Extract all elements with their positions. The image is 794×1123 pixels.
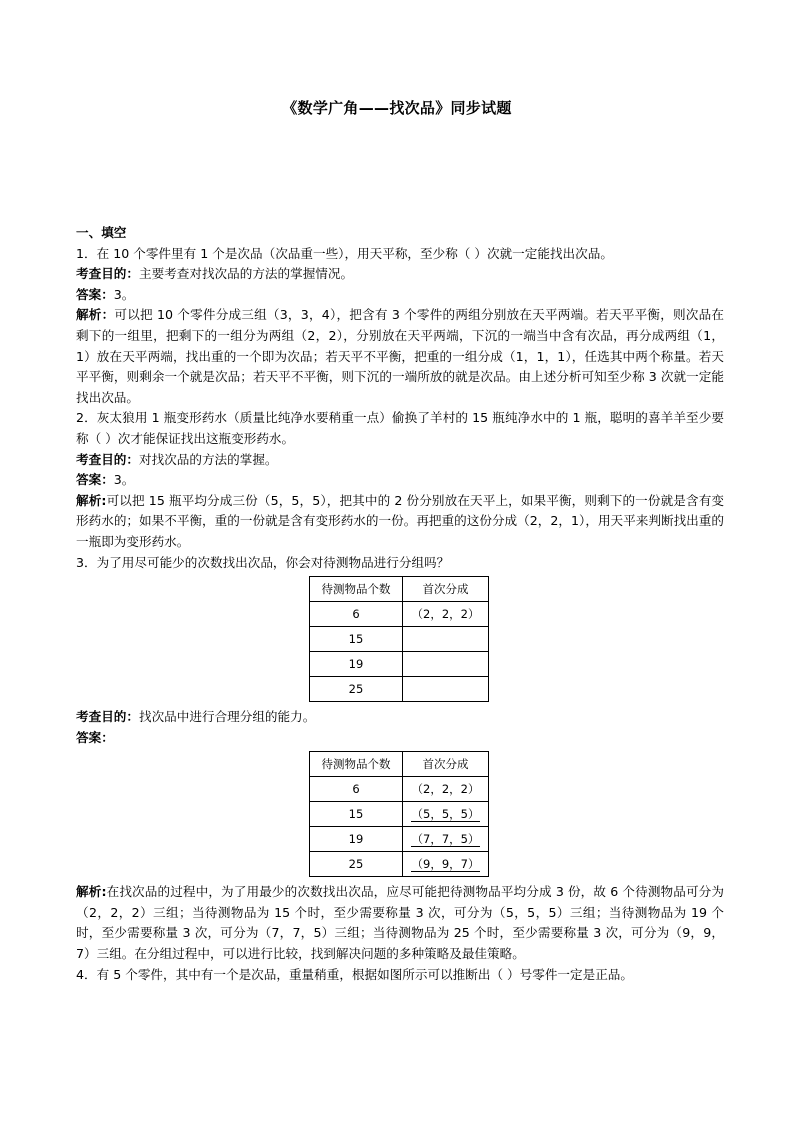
table-cell-count: 19 [310, 827, 403, 852]
analysis-label: 解析 [76, 884, 102, 900]
q2-answer-text: 3。 [113, 472, 135, 488]
table-row [310, 602, 489, 627]
q1-purpose: 考查目的：主要考查对找次品的方法的掌握情况。 [76, 266, 354, 282]
q3-analysis: 解析:在找次品的过程中，为了用最少的次数找出次品，应尽可能把待测物品平均分成 3 份，故 6 个待测物品可分为（2，2，2）三组；当待测物品为 15 个时，至少需要称量 3 次，可分为（5，5，5）三组；当待测物品为 19 个时，至少需要称量 3 次，可分为（7，7，5）三组；当待测物品为 25 个时，至少需要称量 3 次，可分为（9，9，7）三组。在分组过程中，可以进行比较，找到解决问题的多种策略及最佳策略。 [76, 884, 724, 962]
answer-label: 答案 [76, 286, 102, 302]
q2-question: 2．灰太狼用 1 瓶变形药水（质量比纯净水要稍重一点）偷换了羊村的 15 瓶纯净水中的 1 瓶，聪明的喜羊羊至少要称（ ）次才能保证找出这瓶变形药水。 [76, 410, 724, 446]
q3-purpose-text: 找次品中进行合理分组的能力。 [138, 709, 316, 725]
q1-purpose-text: 主要考查对找次品的方法的掌握情况。 [138, 266, 354, 282]
table-cell-count: 6 [310, 777, 403, 802]
q1-answer-text: 3。 [113, 286, 135, 302]
table-row [310, 827, 489, 852]
document-title: 《数学广角——找次品》同步试题 [282, 99, 512, 117]
table-cell-split: （2，2，2） [403, 602, 489, 627]
document-body [76, 223, 724, 985]
table-cell-count: 19 [310, 652, 403, 677]
purpose-label: 考查目的 [76, 709, 127, 725]
table-header-row [310, 577, 489, 602]
q1-analysis: 解析：可以把 10 个零件分成三组（3，3，4），把含有 3 个零件的两组分别放在天平两端。若天平平衡，则次品在剩下的一组里，把剩下的一组分为两组（2，2），分别放在天平两端，下沉的一端当中含有次品，再分成两组（1，1）放在天平两端，找出重的一个即为次品；若天平不平衡，把重的一组分成（1，1，1），任选其中两个称量。若天平平衡，则剩余一个就是次品；若天平不平衡，则下沉的一端所放的就是次品。由上述分析可知至少称 3 次就一定能找出次品。 [76, 307, 725, 405]
q2-purpose: 考查目的：对找次品的方法的掌握。 [76, 451, 278, 467]
table-header-split: 首次分成 [403, 752, 489, 777]
table-row [310, 652, 489, 677]
q2-answer: 答案：3。 [76, 472, 135, 488]
table-cell-split [403, 627, 489, 652]
q3-answer-table [309, 751, 489, 877]
answer-underlined-value: （7，7，5） [411, 831, 480, 846]
purpose-label: 考查目的 [76, 266, 127, 282]
table-cell-split [403, 852, 489, 877]
table-header-count: 待测物品个数 [310, 577, 403, 602]
table-cell-split [403, 677, 489, 702]
answer-underlined-value: （9，9，7） [411, 856, 480, 871]
table-cell-count: 15 [310, 802, 403, 827]
answer-underlined-value: （5，5，5） [411, 806, 480, 821]
table-row [310, 677, 489, 702]
answer-label: 答案 [76, 472, 102, 488]
q3-question: 3．为了用尽可能少的次数找出次品，你会对待测物品进行分组吗？ [76, 554, 450, 570]
table-cell-split [403, 827, 489, 852]
analysis-label: 解析 [76, 492, 102, 508]
q3-question-table [309, 576, 489, 702]
q1-question: 1．在 10 个零件里有 1 个是次品（次品重一些），用天平称，至少称（ ）次就一定能找出次品。 [76, 245, 613, 261]
table-cell-count: 6 [310, 602, 403, 627]
q1-analysis-text: 可以把 10 个零件分成三组（3，3，4），把含有 3 个零件的两组分别放在天平两端。若天平平衡，则次品在剩下的一组里，把剩下的一组分为两组（2，2），分别放在天平两端，下沉的一端当中含有次品，再分成两组（1，1）放在天平两端，找出重的一个即为次品；若天平不平衡，把重的一组分成（1，1，1），任选其中两个称量。若天平平衡，则剩余一个就是次品；若天平不平衡，则下沉的一端所放的就是次品。由上述分析可知至少称 3 次就一定能找出次品。 [76, 307, 725, 405]
section-title: 一、填空 [76, 225, 127, 240]
q3-analysis-text: 在找次品的过程中，为了用最少的次数找出次品，应尽可能把待测物品平均分成 3 份，故 6 个待测物品可分为（2，2，2）三组；当待测物品为 15 个时，至少需要称量 3 次，可分为（5，5，5）三组；当待测物品为 19 个时，至少需要称量 3 次，可分为（7，7，5）三组；当待测物品为 25 个时，至少需要称量 3 次，可分为（9，9，7）三组。在分组过程中，可以进行比较，找到解决问题的多种策略及最佳策略。 [76, 884, 724, 962]
table-header-row [310, 752, 489, 777]
q3-purpose: 考查目的：找次品中进行合理分组的能力。 [76, 709, 316, 725]
q2-analysis-text: 可以把 15 瓶平均分成三份（5，5，5），把其中的 2 份分别放在天平上，如果平衡，则剩下的一份就是含有变形药水的；如果不平衡，重的一份就是含有变形药水的一份。再把重的这份分成（2，2，1），用天平来判断找出重的一瓶即为变形药水。 [76, 492, 725, 549]
table-cell-count: 25 [310, 677, 403, 702]
q4-question: 4．有 5 个零件，其中有一个是次品，重量稍重，根据如图所示可以推断出（ ）号零件一定是正品。 [76, 966, 633, 982]
table-cell-count: 25 [310, 852, 403, 877]
q3-answer: 答案： [76, 729, 114, 745]
table-header-count: 待测物品个数 [310, 752, 403, 777]
table-cell-split: （2，2，2） [403, 777, 489, 802]
analysis-label: 解析 [76, 307, 102, 323]
table-row [310, 802, 489, 827]
table-cell-split [403, 652, 489, 677]
purpose-label: 考查目的 [76, 451, 127, 467]
table-cell-split [403, 802, 489, 827]
table-row [310, 852, 489, 877]
answer-label: 答案 [76, 729, 102, 745]
table-cell-count: 15 [310, 627, 403, 652]
q2-purpose-text: 对找次品的方法的掌握。 [138, 451, 278, 467]
q1-answer: 答案：3。 [76, 286, 135, 302]
table-row [310, 777, 489, 802]
q2-analysis: 解析:可以把 15 瓶平均分成三份（5，5，5），把其中的 2 份分别放在天平上，如果平衡，则剩下的一份就是含有变形药水的；如果不平衡，重的一份就是含有变形药水的一份。再把重的这份分成（2，2，1），用天平来判断找出重的一瓶即为变形药水。 [76, 492, 725, 549]
table-header-split: 首次分成 [403, 577, 489, 602]
table-row [310, 627, 489, 652]
